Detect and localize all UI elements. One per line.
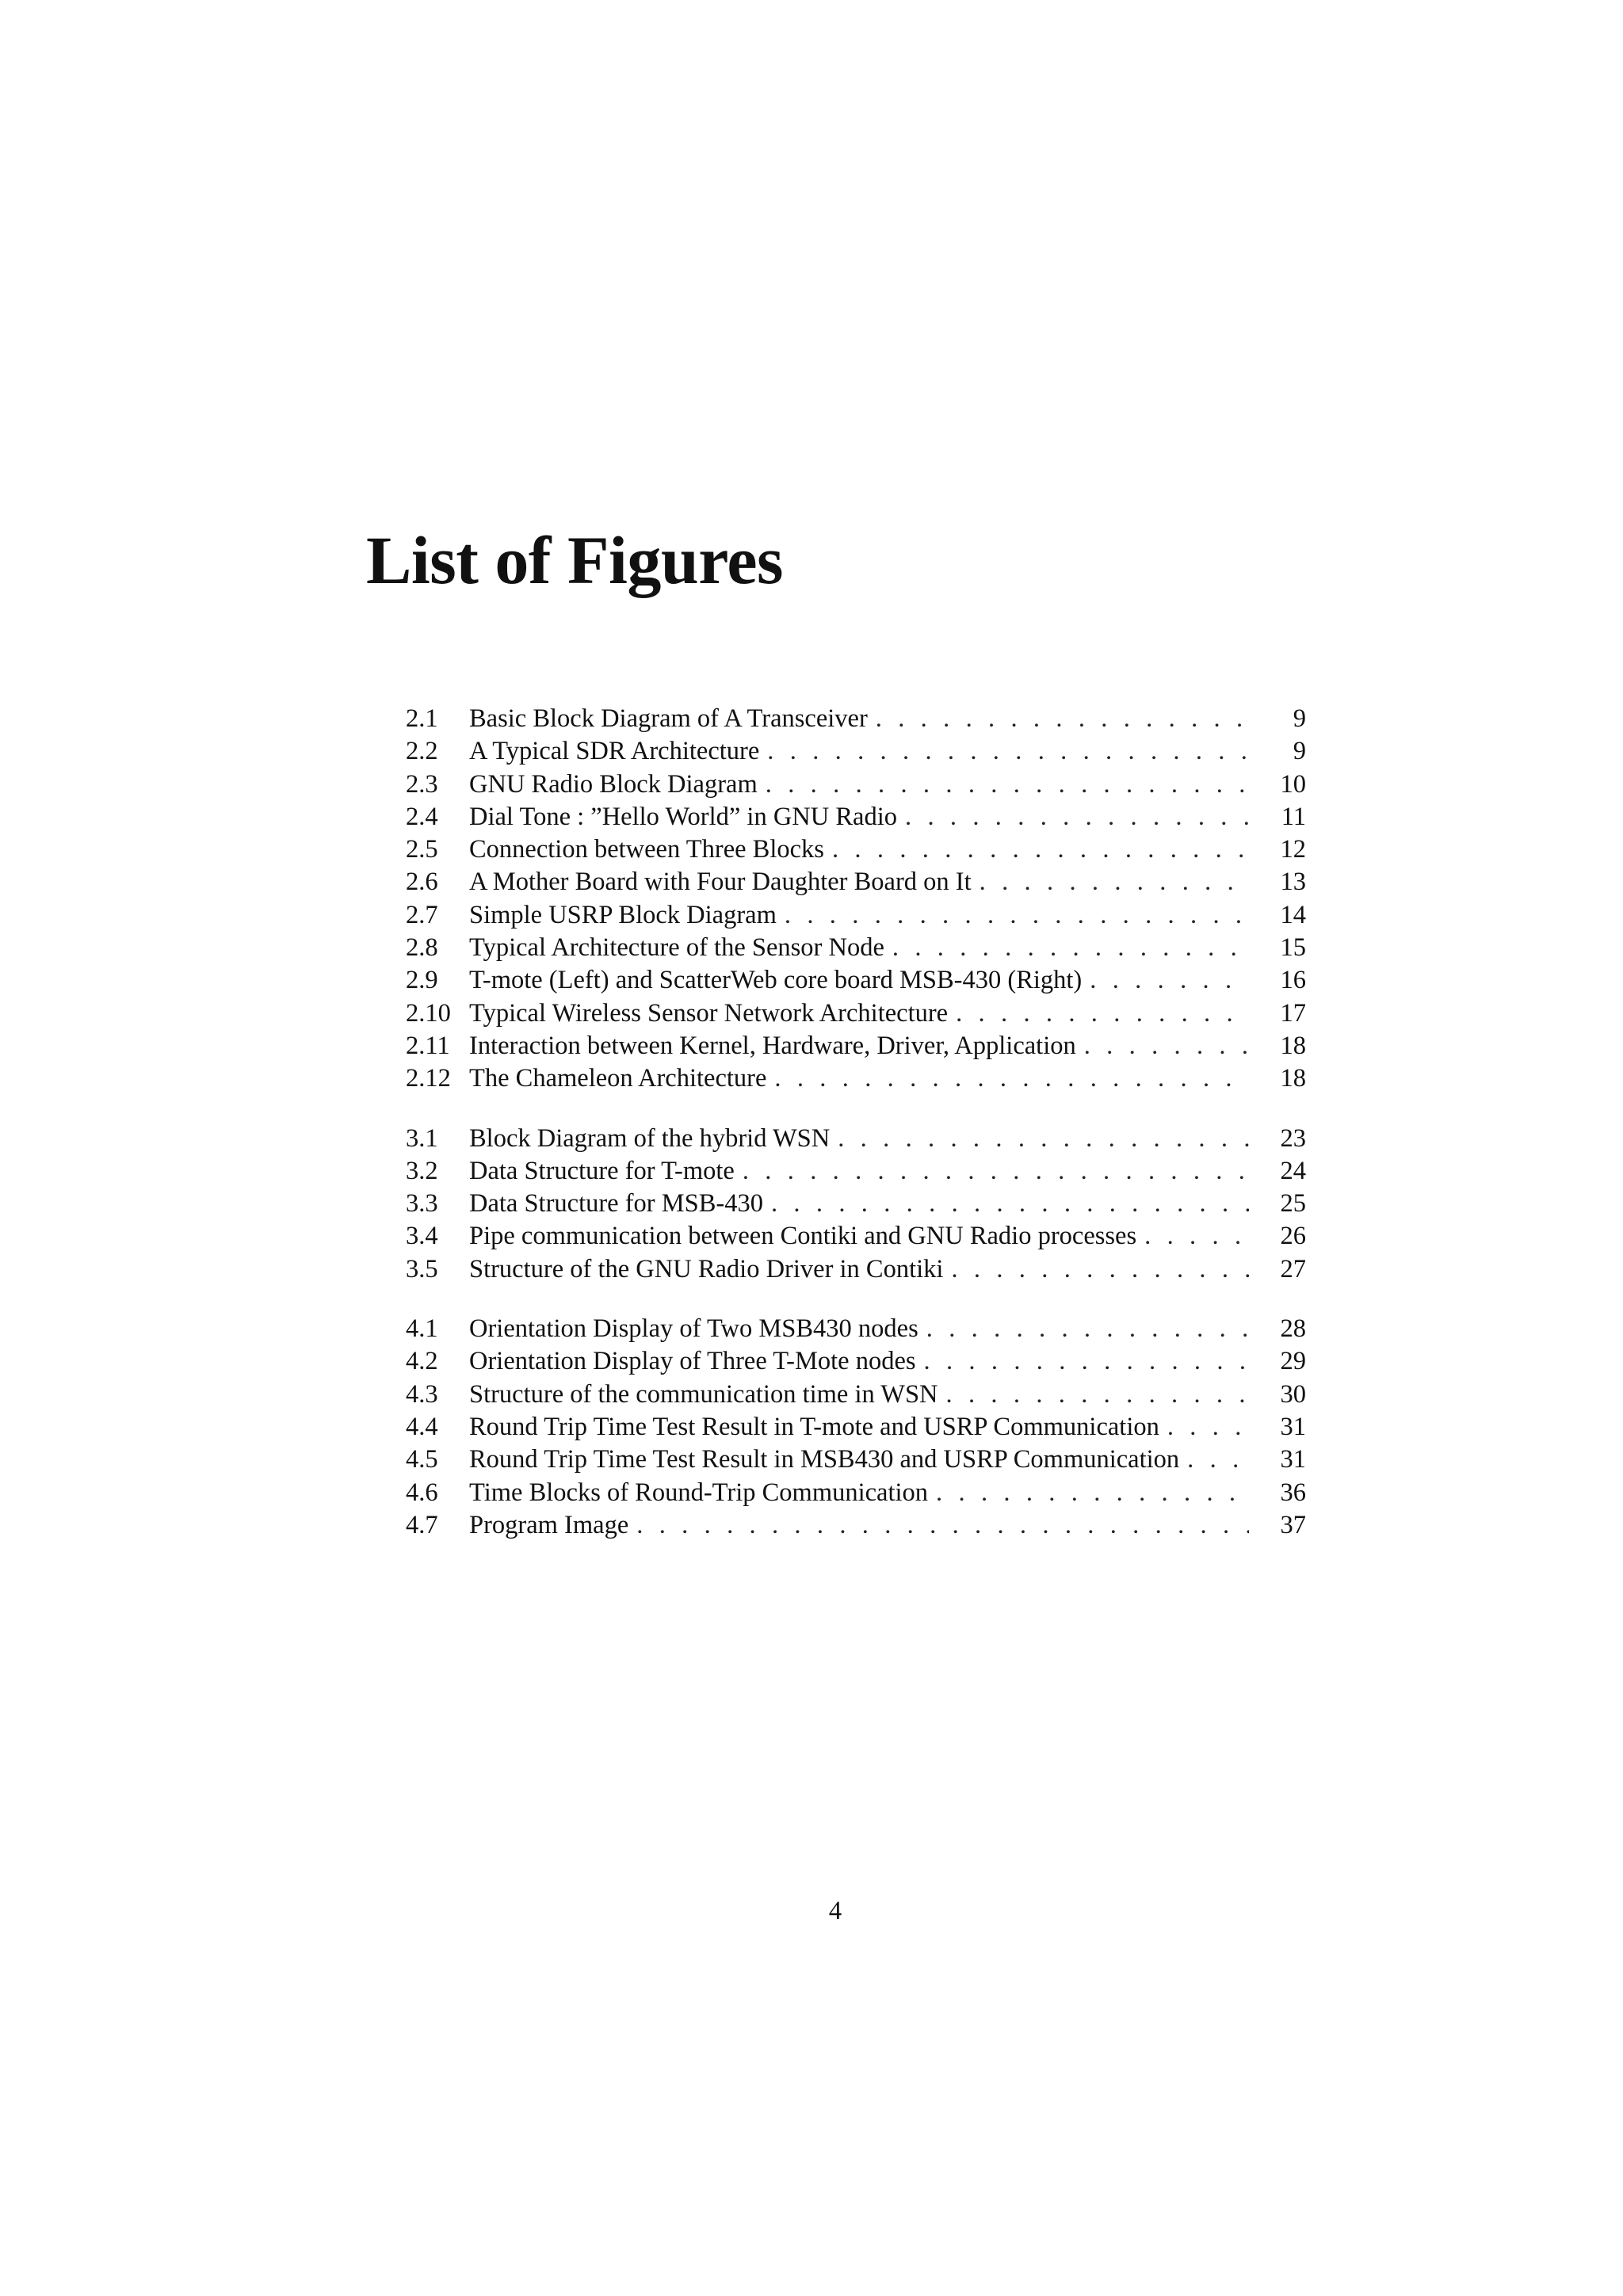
figure-number: 2.1 bbox=[406, 704, 438, 733]
figure-number: 3.5 bbox=[406, 1254, 438, 1283]
figure-entry[interactable] bbox=[406, 866, 1306, 898]
figure-number: 2.3 bbox=[406, 769, 438, 799]
page-number: 4 bbox=[828, 1897, 842, 1925]
figure-page: 29 bbox=[1280, 1347, 1306, 1376]
figure-title: Orientation Display of Three T-Mote nodes bbox=[469, 1345, 924, 1378]
dot-leader bbox=[838, 1123, 1249, 1155]
figure-page: 24 bbox=[1280, 1156, 1306, 1185]
figure-page: 31 bbox=[1280, 1412, 1306, 1441]
figure-entry[interactable] bbox=[406, 703, 1306, 735]
figure-number: 2.5 bbox=[406, 835, 438, 864]
figure-page: 30 bbox=[1280, 1379, 1306, 1409]
figure-title: T-mote (Left) and ScatterWeb core board MSB-430 (Right) bbox=[469, 964, 1090, 997]
figure-entry[interactable] bbox=[406, 1253, 1306, 1286]
figure-title: Data Structure for T-mote bbox=[469, 1155, 743, 1188]
figure-page: 37 bbox=[1280, 1510, 1306, 1539]
figure-entry[interactable] bbox=[406, 932, 1306, 964]
figure-title: Orientation Display of Two MSB430 nodes bbox=[469, 1313, 926, 1345]
figure-page: 17 bbox=[1280, 998, 1306, 1028]
figure-number: 2.4 bbox=[406, 802, 438, 831]
dot-leader bbox=[1090, 964, 1249, 997]
figure-group bbox=[406, 1123, 1306, 1286]
figure-number: 4.3 bbox=[406, 1379, 438, 1409]
figure-title: A Typical SDR Architecture bbox=[469, 735, 767, 768]
figure-title: The Chameleon Architecture bbox=[469, 1062, 774, 1095]
figure-number: 3.4 bbox=[406, 1222, 438, 1251]
figure-page: 18 bbox=[1280, 1064, 1306, 1093]
figure-page: 28 bbox=[1280, 1314, 1306, 1344]
figure-number: 2.7 bbox=[406, 900, 438, 929]
figure-number: 4.2 bbox=[406, 1347, 438, 1376]
dot-leader bbox=[766, 769, 1249, 801]
figure-page: 10 bbox=[1280, 769, 1306, 799]
figure-title: Program Image bbox=[469, 1509, 636, 1542]
dot-leader bbox=[892, 932, 1249, 964]
figure-number: 4.1 bbox=[406, 1314, 438, 1344]
figure-title: Simple USRP Block Diagram bbox=[469, 899, 785, 932]
dot-leader bbox=[876, 703, 1249, 735]
figure-number: 3.1 bbox=[406, 1123, 438, 1153]
dot-leader bbox=[956, 997, 1249, 1030]
figure-entry[interactable] bbox=[406, 964, 1306, 997]
figure-number: 2.10 bbox=[406, 998, 451, 1028]
figure-title: Structure of the communication time in WSN bbox=[469, 1379, 946, 1411]
figure-entry[interactable] bbox=[406, 1030, 1306, 1062]
figure-page: 14 bbox=[1280, 900, 1306, 929]
dot-leader bbox=[767, 735, 1249, 768]
figure-page: 23 bbox=[1280, 1123, 1306, 1153]
figure-number: 2.8 bbox=[406, 933, 438, 963]
figure-title: Structure of the GNU Radio Driver in Contiki bbox=[469, 1253, 951, 1286]
figure-entry[interactable] bbox=[406, 1345, 1306, 1378]
dot-leader bbox=[1167, 1411, 1249, 1444]
figure-page: 12 bbox=[1280, 835, 1306, 864]
figure-entry[interactable] bbox=[406, 735, 1306, 768]
figure-entry[interactable] bbox=[406, 769, 1306, 801]
figure-entry[interactable] bbox=[406, 1123, 1306, 1155]
dot-leader bbox=[936, 1477, 1249, 1509]
figure-page: 36 bbox=[1280, 1478, 1306, 1507]
dot-leader bbox=[636, 1509, 1249, 1542]
page-title: List of Figures bbox=[366, 522, 784, 598]
figure-entry[interactable] bbox=[406, 833, 1306, 866]
figure-title: Dial Tone : ”Hello World” in GNU Radio bbox=[469, 801, 905, 833]
dot-leader bbox=[774, 1062, 1249, 1095]
figure-number: 2.2 bbox=[406, 737, 438, 766]
figure-entry[interactable] bbox=[406, 1062, 1306, 1095]
figure-number: 4.4 bbox=[406, 1412, 438, 1441]
figure-group bbox=[406, 1313, 1306, 1542]
figure-page: 15 bbox=[1280, 933, 1306, 963]
dot-leader bbox=[785, 899, 1249, 932]
figure-page: 25 bbox=[1280, 1189, 1306, 1219]
dot-leader bbox=[1144, 1220, 1249, 1253]
figure-number: 2.12 bbox=[406, 1064, 451, 1093]
figure-number: 3.3 bbox=[406, 1189, 438, 1219]
figure-title: Connection between Three Blocks bbox=[469, 833, 832, 866]
figure-title: Data Structure for MSB-430 bbox=[469, 1188, 771, 1220]
figure-entry[interactable] bbox=[406, 997, 1306, 1030]
figure-number: 4.6 bbox=[406, 1478, 438, 1507]
figure-group bbox=[406, 703, 1306, 1096]
dot-leader bbox=[771, 1188, 1249, 1220]
figure-entry[interactable] bbox=[406, 1155, 1306, 1188]
figure-title: Typical Architecture of the Sensor Node bbox=[469, 932, 892, 964]
figure-entry[interactable] bbox=[406, 899, 1306, 932]
figure-title: Interaction between Kernel, Hardware, Driver, Application bbox=[469, 1030, 1084, 1062]
figure-page: 26 bbox=[1280, 1222, 1306, 1251]
figure-entry[interactable] bbox=[406, 801, 1306, 833]
figure-page: 27 bbox=[1280, 1254, 1306, 1283]
dot-leader bbox=[1187, 1444, 1249, 1476]
figure-entry[interactable] bbox=[406, 1188, 1306, 1220]
figure-title: Pipe communication between Contiki and GNU Radio processes bbox=[469, 1220, 1144, 1253]
dot-leader bbox=[980, 866, 1249, 898]
figure-title: Typical Wireless Sensor Network Architecture bbox=[469, 997, 956, 1030]
figure-number: 2.11 bbox=[406, 1031, 450, 1060]
dot-leader bbox=[1084, 1030, 1249, 1062]
figure-entry[interactable] bbox=[406, 1220, 1306, 1253]
figure-title: Block Diagram of the hybrid WSN bbox=[469, 1123, 838, 1155]
figure-page: 18 bbox=[1280, 1031, 1306, 1060]
dot-leader bbox=[951, 1253, 1249, 1286]
figure-title: Round Trip Time Test Result in T-mote and USRP Communication bbox=[469, 1411, 1167, 1444]
figure-title: Basic Block Diagram of A Transceiver bbox=[469, 703, 876, 735]
figure-title: GNU Radio Block Diagram bbox=[469, 769, 766, 801]
figure-title: A Mother Board with Four Daughter Board on It bbox=[469, 866, 980, 898]
figure-entry[interactable] bbox=[406, 1509, 1306, 1542]
figure-entry[interactable] bbox=[406, 1444, 1306, 1476]
figure-entry[interactable] bbox=[406, 1379, 1306, 1411]
dot-leader bbox=[924, 1345, 1249, 1378]
figure-title: Round Trip Time Test Result in MSB430 and USRP Communication bbox=[469, 1444, 1187, 1476]
figure-page: 31 bbox=[1280, 1445, 1306, 1474]
figure-entry[interactable] bbox=[406, 1411, 1306, 1444]
figure-page: 11 bbox=[1281, 802, 1306, 831]
dot-leader bbox=[926, 1313, 1249, 1345]
figure-page: 13 bbox=[1280, 868, 1306, 897]
figure-entry[interactable] bbox=[406, 1477, 1306, 1509]
figure-page: 16 bbox=[1280, 966, 1306, 995]
dot-leader bbox=[743, 1155, 1249, 1188]
figure-number: 4.7 bbox=[406, 1510, 438, 1539]
figure-number: 2.9 bbox=[406, 966, 438, 995]
figure-number: 2.6 bbox=[406, 868, 438, 897]
figure-number: 4.5 bbox=[406, 1445, 438, 1474]
list-of-figures bbox=[406, 703, 1306, 1569]
dot-leader bbox=[905, 801, 1249, 833]
figure-page: 9 bbox=[1293, 704, 1306, 733]
figure-title: Time Blocks of Round-Trip Communication bbox=[469, 1477, 936, 1509]
dot-leader bbox=[832, 833, 1249, 866]
figure-number: 3.2 bbox=[406, 1156, 438, 1185]
dot-leader bbox=[946, 1379, 1249, 1411]
figure-entry[interactable] bbox=[406, 1313, 1306, 1345]
figure-page: 9 bbox=[1293, 737, 1306, 766]
